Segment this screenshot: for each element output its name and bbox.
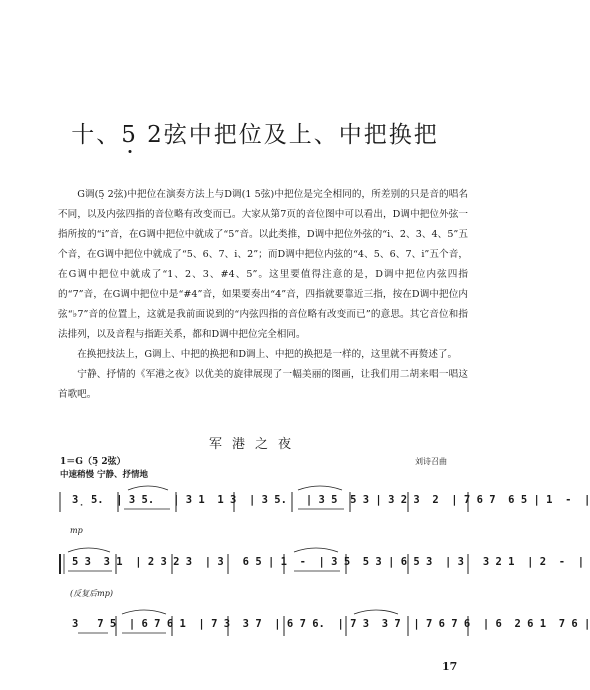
paragraph: G调(5̣ 2弦)中把位在演奏方法上与D调(1 5弦)中把位是完全相同的，所差别的只是音的唱名不同，以及内弦四指的音位略有改变而已。大家从第7页的音位图中可以看出，D调中把位外弦一指所按的“i̇”音，在G调中把位中就成了“5”音。以此类推，D调中把位外弦的“i̇、2̇、3̇、4̇、5̇”五个音，在G调中把位中就成了“5、6、7、i̇、2̇”；而D调中把位内弦的“4、5、6、7、i̇”五个音，在G调中把位中就成了“1、2、3、#4、5”。这里要值得注意的是，D调中把位内弦四指的“7”音，在G调中把位中是“#4”音，如果要奏出“4”音，四指就要靠近三指，按在D调中把位内弦“♭7”音的位置上，这就是我前面说到的“内弦四指的音位略有改变而已”的意思。其它音位和指法排列，以及音程与指距关系，都和D调中把位完全相同。 (58, 189, 468, 340)
music-system-2-lines (58, 540, 470, 600)
music-system-3 (58, 602, 590, 662)
chapter-title (0, 116, 510, 149)
key-signature: 1＝G（5̣ 2弦） (60, 457, 126, 467)
music-system-3-lines (58, 602, 470, 662)
music-system-1-lines (58, 478, 470, 538)
song-title: 军港之夜 (208, 437, 301, 452)
body-text (58, 185, 468, 405)
chapter-title-num-5: 5 (121, 122, 138, 148)
paragraph: 宁静、抒情的《军港之夜》以优美的旋律展现了一幅美丽的图画，让我们用二胡来唱一唱这首歌吧。 (58, 369, 468, 400)
expression-mark: (反复后mp) (70, 589, 113, 598)
chapter-title-prefix: 十、 (71, 122, 122, 148)
music-notes: 5 3 3 1 | 2 3 2 3 | 3 6 5 | 1 - | 3 5 5 3 | 6 5 3 | 3 3 2 1 | 2 - | (72, 556, 585, 568)
music-system-1 (58, 478, 590, 538)
composer-credit: 刘诗召曲 (415, 457, 447, 466)
expression-mark: mp (70, 526, 83, 535)
page-number: 17 (442, 660, 458, 673)
tempo-marking: 中速稍慢 宁静、抒情地 (60, 470, 148, 480)
chapter-title-num-2: 2 (147, 122, 164, 148)
music-system-2 (58, 540, 585, 600)
chapter-title-rest: 弦中把位及上、中把换把 (163, 122, 439, 148)
paragraph: 在换把技法上，G调上、中把的换把和D调上、中把的换把是一样的，这里就不再赘述了。 (77, 349, 458, 360)
music-notes: 3 7 5 | 6 7 6 1 | 7 3 3 7 | 6 7 6. | 7 3 3 7 | 7 6 7 6 | 6 2 6 1 7 6 | (72, 618, 590, 630)
music-notes: 3̣ 5. | 3 5. | 3 1 1 3 | 3 5. | 3 5 5 3 | 3 2 3 2 | 7 6 7 6 5 | 1 - | (72, 494, 590, 506)
